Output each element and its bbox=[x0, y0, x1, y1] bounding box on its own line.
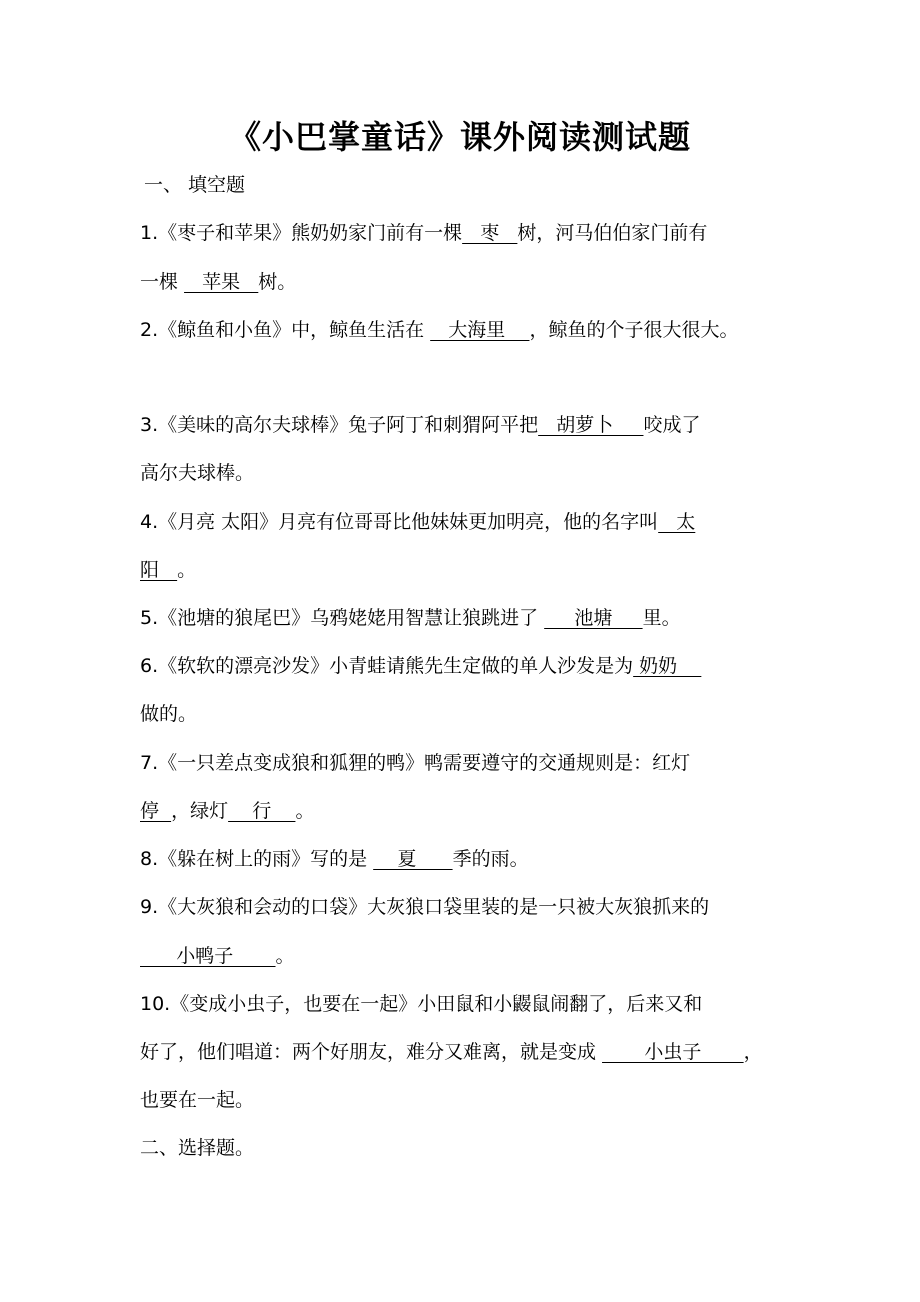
question-1-line-2 bbox=[140, 269, 296, 295]
question-4-answer-part-1: 太 bbox=[658, 511, 696, 533]
section-heading-fill-blank: 一、 填空题 bbox=[144, 174, 246, 196]
question-4-text: 4.《月亮 太阳》月亮有位哥哥比他妹妹更加明亮，他的名字叫 bbox=[140, 511, 659, 533]
question-10-line-3: 也要在一起。 bbox=[140, 1089, 255, 1111]
question-7-text-2: ，绿灯 bbox=[171, 800, 229, 822]
question-7-line-2 bbox=[140, 798, 314, 824]
question-1-text-4: 树。 bbox=[258, 271, 297, 293]
question-4-answer-part-2: 阳 bbox=[140, 559, 178, 581]
question-9-line-2 bbox=[140, 943, 295, 969]
question-6-line-2: 做的。 bbox=[140, 703, 198, 725]
question-6-line-1 bbox=[140, 653, 701, 679]
question-1-line-1 bbox=[140, 220, 707, 246]
question-3-line-2: 高尔夫球棒。 bbox=[140, 462, 255, 484]
question-8-text-2: 季的雨。 bbox=[452, 848, 529, 870]
question-3-line-1 bbox=[140, 412, 700, 438]
question-3-text-2: 咬成了 bbox=[643, 414, 701, 436]
question-7-answer-2: 行 bbox=[228, 800, 296, 822]
question-1-answer-1: 枣 bbox=[462, 222, 518, 244]
question-10-line-1: 10.《变成小虫子，也要在一起》小田鼠和小鼹鼠闹翻了，后来又和 bbox=[140, 993, 703, 1015]
question-1-text-3: 一棵 bbox=[140, 271, 185, 293]
question-2-text: 2.《鲸鱼和小鱼》中，鲸鱼生活在 bbox=[140, 319, 431, 341]
question-10-text-3: ， bbox=[743, 1041, 763, 1063]
question-5-text-2: 里。 bbox=[642, 607, 681, 629]
question-10-line-2 bbox=[140, 1039, 763, 1065]
question-2-text-2: ，鲸鱼的个子很大很大。 bbox=[529, 319, 739, 341]
question-9-text-2: 。 bbox=[275, 945, 295, 967]
question-7-answer-1: 停 bbox=[140, 800, 172, 822]
question-10-answer: 小虫子 bbox=[602, 1041, 744, 1063]
question-1-answer-2: 苹果 bbox=[184, 271, 259, 293]
question-2-answer: 大海里 bbox=[430, 319, 530, 341]
question-8 bbox=[140, 846, 529, 872]
question-1-text-2: 树，河马伯伯家门前有 bbox=[517, 222, 708, 244]
page-title: 《小巴掌童话》课外阅读测试题 bbox=[228, 118, 691, 156]
question-5 bbox=[140, 605, 681, 631]
question-4-line-2 bbox=[140, 557, 196, 583]
question-5-answer: 池塘 bbox=[544, 607, 643, 629]
question-4-line-1 bbox=[140, 509, 695, 535]
question-8-answer: 夏 bbox=[373, 848, 453, 870]
question-8-text: 8.《躲在树上的雨》写的是 bbox=[140, 848, 374, 870]
question-9-line-1: 9.《大灰狼和会动的口袋》大灰狼口袋里装的是一只被大灰狼抓来的 bbox=[140, 896, 710, 918]
question-5-text: 5.《池塘的狼尾巴》乌鸦姥姥用智慧让狼跳进了 bbox=[140, 607, 545, 629]
question-10-text-2: 好了，他们唱道：两个好朋友，难分又难离，就是变成 bbox=[140, 1041, 603, 1063]
question-1-text: 1.《枣子和苹果》熊奶奶家门前有一棵 bbox=[140, 222, 463, 244]
question-4-text-2: 。 bbox=[177, 559, 197, 581]
question-2 bbox=[140, 317, 738, 343]
question-7-text-3: 。 bbox=[295, 800, 315, 822]
question-7-line-1: 7.《一只差点变成狼和狐狸的鸭》鸭需要遵守的交通规则是：红灯 bbox=[140, 752, 691, 774]
question-6-answer: 奶奶 bbox=[633, 655, 702, 677]
question-6-text: 6.《软软的漂亮沙发》小青蛙请熊先生定做的单人沙发是为 bbox=[140, 655, 634, 677]
question-9-answer: 小鸭子 bbox=[140, 945, 276, 967]
section-heading-multiple-choice: 二、选择题。 bbox=[140, 1137, 255, 1159]
question-3-text: 3.《美味的高尔夫球棒》兔子阿丁和刺猬阿平把 bbox=[140, 414, 539, 436]
question-3-answer: 胡萝卜 bbox=[538, 414, 644, 436]
